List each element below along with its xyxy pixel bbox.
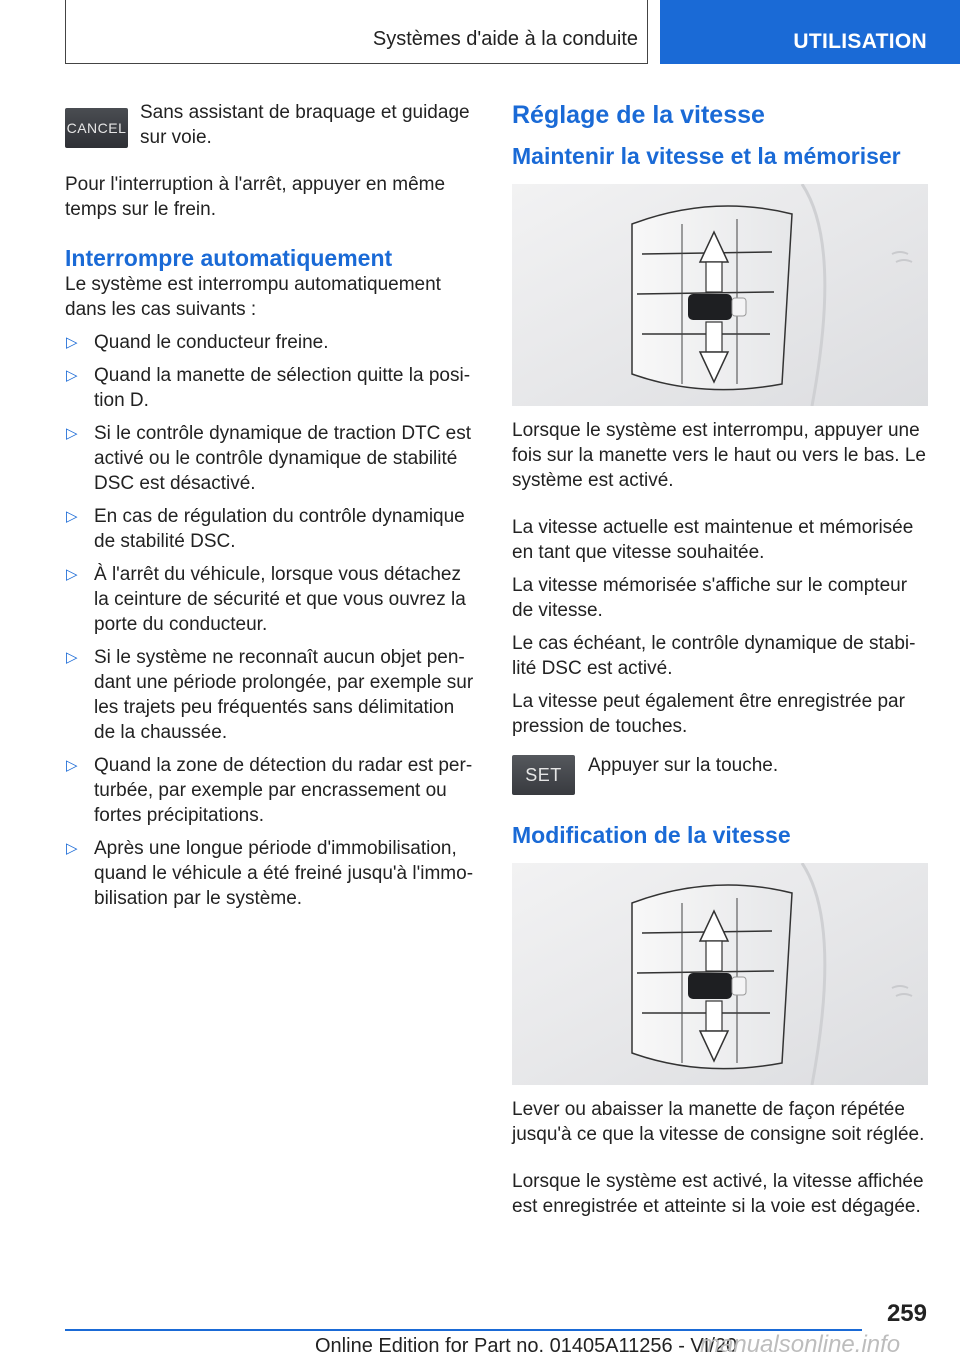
list-item: ▷ Quand le conducteur freine. bbox=[66, 332, 329, 353]
mod-paragraph-1: Lever ou abaisser la manette de façon répétée jusqu'à ce que la vitesse de consigne soit réglée. bbox=[512, 1099, 925, 1145]
keep-paragraph-3: La vitesse mémorisée s'affiche sur le compteur de vitesse. bbox=[512, 575, 908, 621]
triangle-bullet-icon: ▷ bbox=[66, 757, 78, 774]
triangle-bullet-icon: ▷ bbox=[66, 367, 78, 384]
list-item: ▷ Après une longue période d'immobilisation, quand le véhicule a été freiné jusqu'à l'immobilisation par le système. bbox=[66, 838, 474, 909]
heading-speed-change: Modification de la vitesse bbox=[512, 822, 791, 848]
triangle-bullet-icon: ▷ bbox=[66, 334, 78, 351]
list-item: ▷ Si le contrôle dynamique de traction DTC est activé ou le contrôle dynamique de stabilité DSC est désactivé. bbox=[66, 423, 472, 494]
heading-auto-interrupt: Interrompre automatiquement bbox=[65, 245, 393, 271]
list-item: ▷ Si le système ne reconnaît aucun objet pendant une période prolongée, par exemple sur les trajets peu fréquentés sans délimitation de la chaussée. bbox=[66, 647, 474, 743]
steering-wheel-lever-illustration-2 bbox=[512, 863, 928, 1085]
list-item: ▷ Quand la zone de détection du radar est perturbée, par exemple par encrassement ou fortes précipitations. bbox=[66, 755, 473, 826]
left-column bbox=[65, 100, 480, 911]
keep-paragraph-5: La vitesse peut également être enregistrée par pression de touches. bbox=[512, 691, 905, 737]
set-key-icon: SET bbox=[512, 755, 575, 795]
section-title: Systèmes d'aide à la conduite bbox=[372, 28, 638, 50]
cancel-description: Sans assistant de braquage et guidage sur voie. bbox=[140, 102, 470, 148]
list-item: ▷ Quand la manette de sélection quitte la position D. bbox=[66, 365, 471, 411]
list-item: ▷ En cas de régulation du contrôle dynamique de stabilité DSC. bbox=[66, 506, 465, 552]
right-column bbox=[512, 100, 928, 1219]
auto-interrupt-list bbox=[65, 330, 480, 911]
keep-paragraph-4: Le cas échéant, le contrôle dynamique de stabilité DSC est activé. bbox=[512, 633, 916, 679]
set-row bbox=[512, 753, 928, 795]
cancel-key-icon: CANCEL bbox=[65, 108, 128, 148]
set-description: Appuyer sur la touche. bbox=[588, 755, 779, 776]
footer-edition: Online Edition for Part no. 01405A11256 - VI/20 bbox=[315, 1335, 738, 1357]
watermark-logo: manualsonline.info bbox=[700, 1331, 901, 1358]
heading-speed-setting: Réglage de la vitesse bbox=[512, 101, 765, 129]
triangle-bullet-icon: ▷ bbox=[66, 508, 78, 525]
keep-paragraph-2: La vitesse actuelle est maintenue et mémorisée en tant que vitesse souhaitée. bbox=[512, 517, 914, 563]
cancel-row bbox=[65, 100, 480, 150]
triangle-bullet-icon: ▷ bbox=[66, 425, 78, 442]
mod-paragraph-2: Lorsque le système est activé, la vitesse affichée est enregistrée et atteinte si la voie est dégagée. bbox=[512, 1171, 924, 1217]
interrupt-paragraph: Pour l'interruption à l'arrêt, appuyer en même temps sur le frein. bbox=[65, 174, 446, 220]
triangle-bullet-icon: ▷ bbox=[66, 566, 78, 583]
page-number: 259 bbox=[886, 1300, 927, 1327]
auto-intro: Le système est interrompu automatiquement dans les cas suivants : bbox=[65, 274, 441, 320]
triangle-bullet-icon: ▷ bbox=[66, 649, 78, 666]
steering-wheel-lever-illustration bbox=[512, 184, 928, 406]
keep-paragraph-1: Lorsque le système est interrompu, appuyer une fois sur la manette vers le haut ou vers le bas. Le système est activé. bbox=[512, 420, 926, 491]
triangle-bullet-icon: ▷ bbox=[66, 840, 78, 857]
chapter-tab[interactable]: UTILISATION bbox=[660, 0, 960, 64]
list-item: ▷ À l'arrêt du véhicule, lorsque vous détachez la ceinture de sécurité et que vous ouvrez la porte du conducteur. bbox=[66, 564, 466, 635]
heading-keep-speed: Maintenir la vitesse et la mémoriser bbox=[512, 143, 901, 169]
